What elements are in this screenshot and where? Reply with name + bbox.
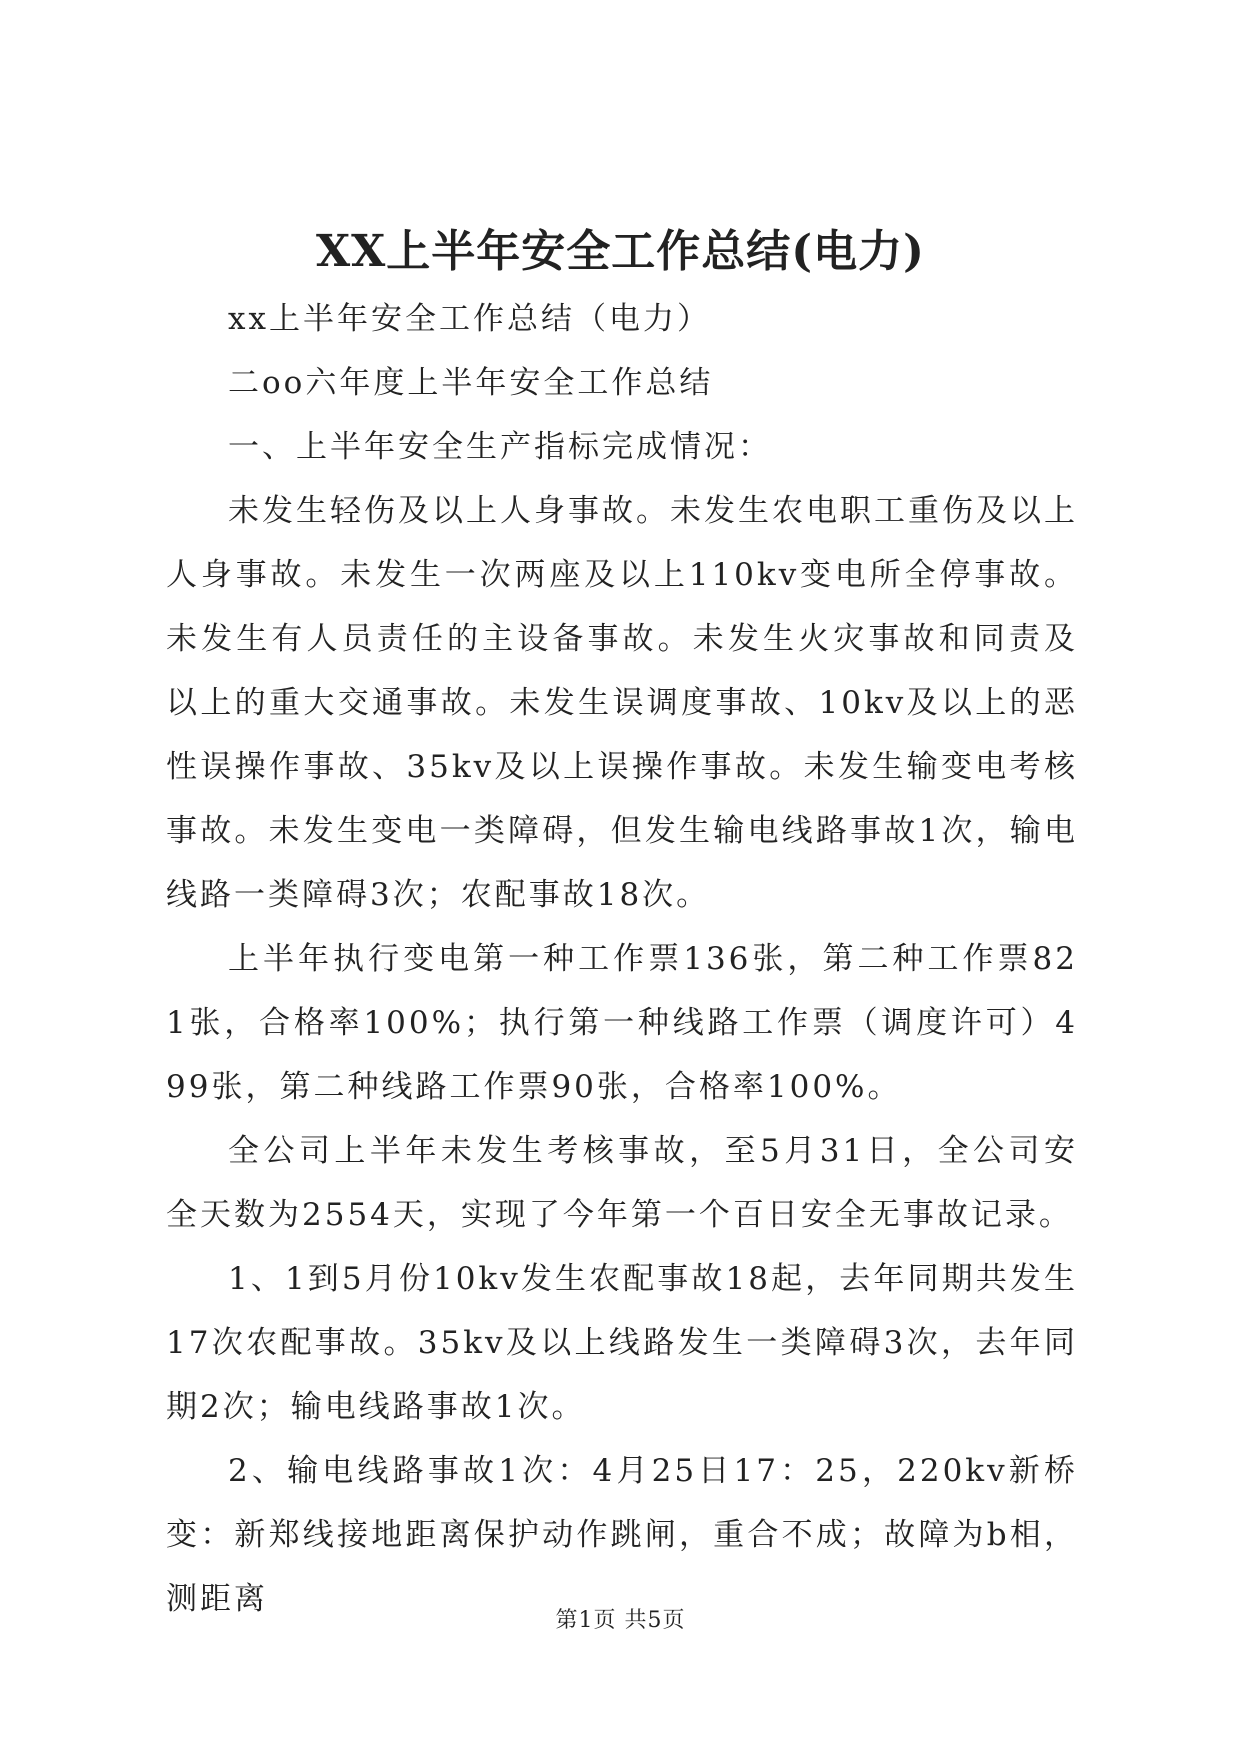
paragraph-accident-summary: 未发生轻伤及以上人身事故。未发生农电职工重伤及以上人身事故。未发生一次两座及以上110kv变电所全停事故。未发生有人员责任的主设备事故。未发生火灾事故和同责及以上的重大交通事故。未发生误调度事故、10kv及以上的恶性误操作事故、35kv及以上误操作事故。未发生输变电考核事故。未发生变电一类障碍，但发生输电线路事故1次，输电线路一类障碍3次；农配事故18次。 (166, 493, 1078, 913)
paragraph-item-1: 1、1到5月份10kv发生农配事故18起，去年同期共发生17次农配事故。35kv及以上线路发生一类障碍3次，去年同期2次；输电线路事故1次。 (166, 1261, 1078, 1425)
paragraph-safety-days: 全公司上半年未发生考核事故，至5月31日，全公司安全天数为2554天，实现了今年第一个百日安全无事故记录。 (166, 1133, 1078, 1233)
paragraph-section-heading: 一、上半年安全生产指标完成情况： (228, 429, 772, 465)
paragraph-work-tickets: 上半年执行变电第一种工作票136张，第二种工作票821张，合格率100%；执行第一种线路工作票（调度许可）499张，第二种线路工作票90张，合格率100%。 (166, 941, 1078, 1105)
paragraph-heading-summary: 二oo六年度上半年安全工作总结 (228, 365, 714, 401)
page-footer: 第1页 共5页 (555, 1608, 686, 1633)
paragraph-item-2: 2、输电线路事故1次：4月25日17：25，220kv新桥变：新郑线接地距离保护动作跳闸，重合不成；故障为b相，测距离 (166, 1453, 1078, 1617)
document-body (166, 287, 1078, 1631)
document-title: XX上半年安全工作总结(电力) (316, 226, 925, 277)
paragraph-subtitle: xx上半年安全工作总结（电力） (228, 301, 711, 337)
